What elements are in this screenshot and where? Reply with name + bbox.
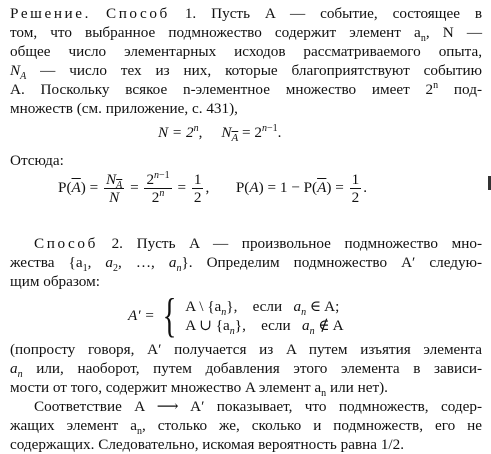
p2-line1: Способ 2. Пусть A — произвольное подмножество мно- [34, 235, 483, 252]
p2-line2: жества {$a_1$, $a_2$, …, $a_n$}. Определим подмножество A′ следую- [10, 254, 483, 275]
formula-cases: A′ = { A \ $\{a_n\}$, если $a_n$ ∈ A; A ∪ $\{a_n\}$, если $a_n$ ∉ A [128, 289, 344, 342]
fraction-powers: $\frac{2^{n-1}}{2^n}$ [146, 169, 170, 206]
p4-line1: Соответствие A ⟶ A′ показывает, что подмножеств, содер- [34, 398, 482, 415]
p1-line3: общее число элементарных исходов рассматриваемого опыта, [10, 43, 482, 60]
method1-label: Способ [105, 5, 170, 22]
fraction-na-n: $\frac{N_{\overline{A}}}{N}$ [106, 171, 123, 206]
p1-line5: A. Поскольку всякое n-элементное множество имеет 2$^n$ под- [10, 79, 483, 98]
p1-line6: множеств (см. приложение, с. 431), [10, 100, 238, 117]
fraction-half-2: $\frac{1}{2}$ [351, 171, 360, 206]
solution-label: Решение. [10, 5, 92, 22]
left-brace: { [163, 289, 177, 342]
otsyuda-line: Отсюда: [10, 152, 64, 169]
p1-line1: Решение. Способ 1. Пусть A — событие, состоящее в [10, 5, 483, 22]
p1-line2: том, что выбранное подмножество содержит элемент $a_n$, N — [10, 24, 483, 45]
p3-line3: мости от того, содержит множество A элемент $a_n$ или нет). [10, 379, 388, 400]
formula-probability: $P(\overline{A})$ = $\frac{N_{\overline{A}}}{N}$ = $\frac{2^{n-1}}{2^n}$ = $\frac{1}{2}$ , $P(A) = 1 - P(\overline{A})$ = $\frac{1}{2}$ . [58, 169, 367, 206]
fraction-half: $\frac{1}{2}$ [193, 171, 202, 206]
cases-rows: A \ $\{a_n\}$, если $a_n$ ∈ A; A ∪ $\{a_n\}$, если $a_n$ ∉ A [185, 298, 344, 338]
p2-line3: щим образом: [10, 273, 100, 290]
p1-line4: $N_A$ — число тех из них, которые благоприятствуют событию [10, 62, 482, 83]
p4-line2: жащих элемент $a_n$, столько же, сколько и подмножеств, его не [10, 417, 482, 438]
p4-line3: содержащих. Следовательно, искомая вероятность равна 1/2. [10, 436, 405, 453]
formula-counts: $N = 2^n$, $N_{\overline{A}} = 2^{n-1}$. [158, 122, 282, 145]
p3-line1: (попросту говоря, A′ получается из A путем изъятия элемента [10, 341, 482, 358]
method2-label: Способ [34, 235, 98, 252]
p3-line2: $a_n$ или, наоборот, путем добавления этого элемента в зависи- [10, 360, 482, 381]
